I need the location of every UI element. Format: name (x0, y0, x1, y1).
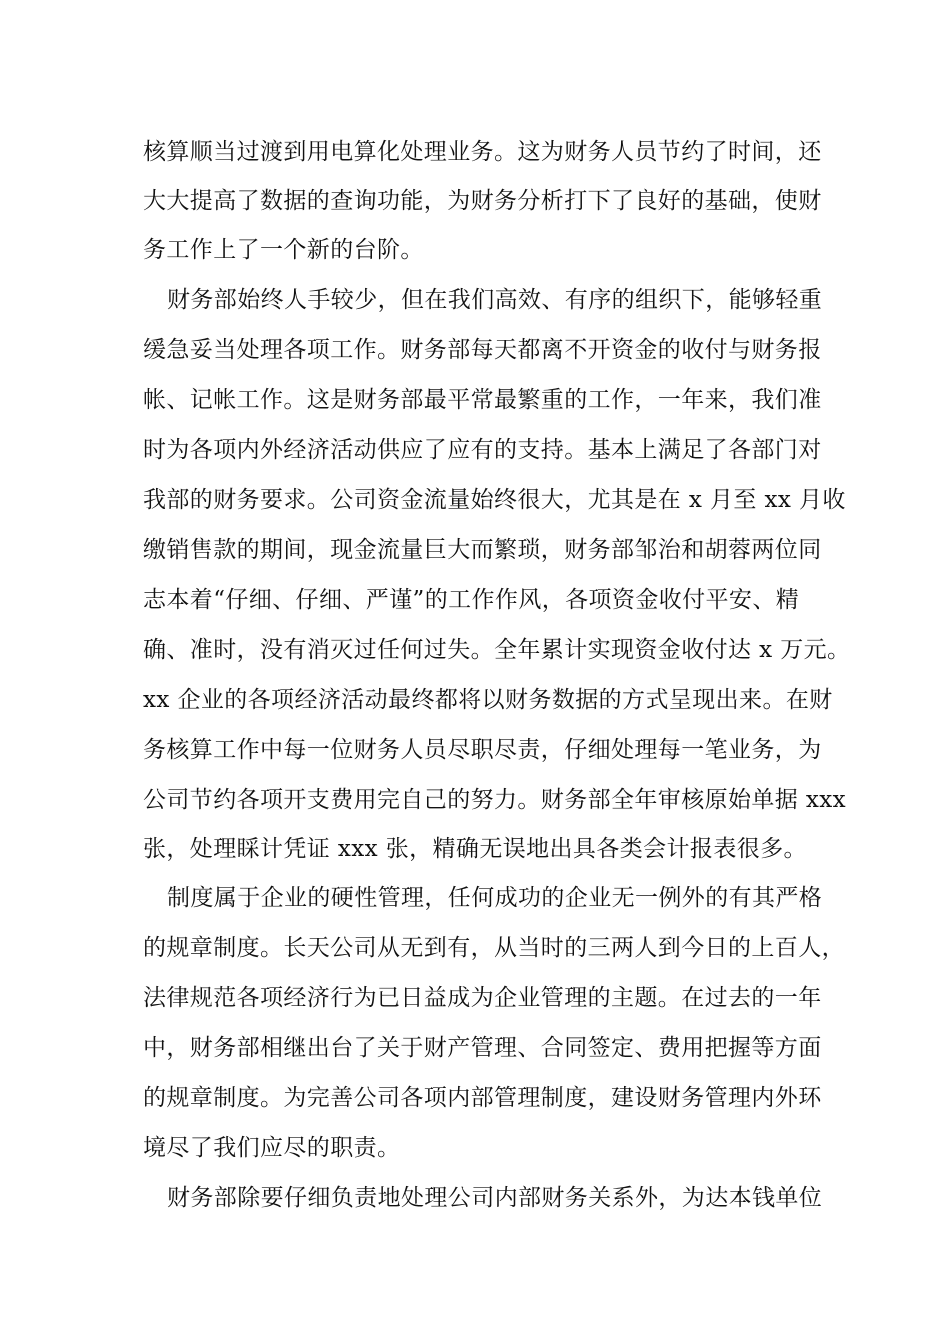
paragraph-start-line: 财务部除要仔细负责地处理公司内部财务关系外，为达本钱单位 (167, 1185, 823, 1211)
text-line: 时为各项内外经济活动供应了应有的支持。基本上满足了各部门对 (143, 437, 822, 463)
text-line: 缴销售款的期间，现金流量巨大而繁琐，财务部邹治和胡蓉两位同 (143, 537, 822, 563)
text-line: 大大提高了数据的查询功能，为财务分析打下了良好的基础，使财 (143, 188, 822, 214)
text-line: 的规章制度。为完善公司各项内部管理制度，建设财务管理内外环 (143, 1085, 822, 1111)
text-line: 志本着“仔细、仔细、严谨”的工作作风，各项资金收付平安、精 (143, 587, 800, 613)
text-line: 务工作上了一个新的台阶。 (143, 237, 424, 263)
paragraph-start-line: 财务部始终人手较少，但在我们高效、有序的组织下，能够轻重 (167, 287, 823, 313)
text-line: xx 企业的各项经济活动最终都将以财务数据的方式呈现出来。在财 (143, 687, 833, 713)
text-line: 我部的财务要求。公司资金流量始终很大，尤其是在 x 月至 xx 月收 (143, 487, 846, 513)
text-line: 中，财务部相继出台了关于财产管理、合同签定、费用把握等方面 (143, 1035, 822, 1061)
text-line: 缓急妥当处理各项工作。财务部每天都离不开资金的收付与财务报 (143, 337, 822, 363)
text-line: 的规章制度。长天公司从无到有，从当时的三两人到今日的上百人， (143, 935, 845, 961)
text-line: 境尽了我们应尽的职责。 (143, 1135, 401, 1161)
text-line: 务核算工作中每一位财务人员尽职尽责，仔细处理每一笔业务，为 (143, 737, 822, 763)
text-line: 法律规范各项经济行为已日益成为企业管理的主题。在过去的一年 (143, 985, 822, 1011)
paragraph-start-line: 制度属于企业的硬性管理，任何成功的企业无一例外的有其严格 (167, 885, 823, 911)
text-line: 张，处理睬计凭证 xxx 张，精确无误地出具各类会计报表很多。 (143, 836, 807, 862)
text-line: 确、准时，没有消灭过任何过失。全年累计实现资金收付达 x 万元。 (143, 637, 851, 663)
text-line: 公司节约各项开支费用完自己的努力。财务部全年审核原始单据 xxx (143, 787, 847, 813)
text-line: 核算顺当过渡到用电算化处理业务。这为财务人员节约了时间，还 (143, 139, 822, 165)
text-line: 帐、记帐工作。这是财务部最平常最繁重的工作，一年来，我们准 (143, 387, 822, 413)
